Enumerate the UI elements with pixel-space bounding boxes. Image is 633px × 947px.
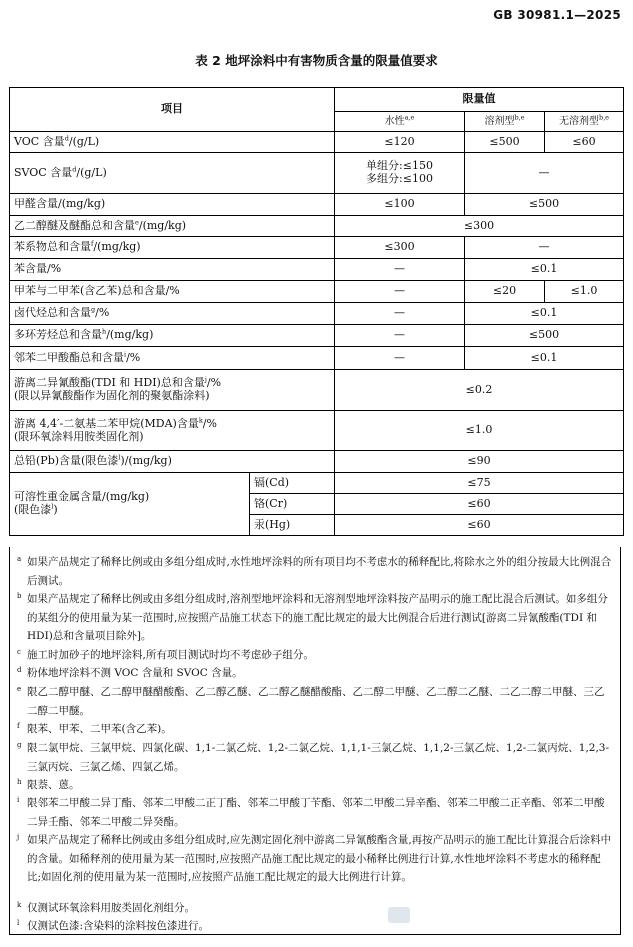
cell-rest: —	[465, 237, 624, 259]
row-label: VOC 含量$^d$/(g/L)	[10, 132, 335, 153]
cell-all: ≤1.0	[335, 411, 624, 451]
cell-water: —	[335, 347, 465, 370]
header-solvent: 溶剂型$^{b,e}$	[465, 112, 545, 132]
cell-water: ≤120	[335, 132, 465, 153]
header-water: 水性$^{a,e}$	[335, 112, 465, 132]
row-label: 可溶性重金属含量/(mg/kg) (限色漆$^l$)	[10, 473, 250, 536]
row-label: 苯系物总和含量$^f$/(mg/kg)	[10, 237, 335, 259]
cell-rest: ≤500	[465, 325, 624, 347]
cell-water: ≤100	[335, 194, 465, 216]
footnote-e: e 限乙二醇甲醚、乙二醇甲醚醋酸酯、乙二醇乙醚、乙二醇乙醚醋酸酯、乙二醇二甲醚、乙二醇二乙醚、二乙二醇二甲醚、三乙二醇二甲醚。	[17, 685, 605, 717]
footnote-g: g 限二氯甲烷、三氯甲烷、四氯化碳、1,1-二氯乙烷、1,2-二氯乙烷、1,1,1-三氯乙烷、1,1,2-三氯乙烷、1,2-二氯丙烷、1,2,3-三氯丙烷、三氯乙烯、四氯乙烯。	[17, 741, 610, 773]
cell-water: ≤300	[335, 237, 465, 259]
row-label: 邻苯二甲酸酯总和含量$^i$/%	[10, 347, 335, 370]
cell-solvent: ≤500	[465, 132, 545, 153]
metal-cr: 铬(Cr)	[250, 494, 335, 515]
footnote-a: a 如果产品规定了稀释比例或由多组分组成时,水性地坪涂料的所有项目均不考虑水的稀释配比,将除水之外的组分按最大比例混合后测试。	[17, 555, 612, 587]
cell-hg: ≤60	[335, 515, 624, 536]
cell-rest: ≤0.1	[465, 259, 624, 281]
cell-water: —	[335, 259, 465, 281]
cell-water: —	[335, 325, 465, 347]
row-benzene	[10, 259, 624, 281]
row-label: 苯含量/%	[10, 259, 335, 281]
row-benzene-series	[10, 237, 624, 259]
header-item: 项目	[10, 88, 335, 132]
standard-number: GB 30981.1—2025	[493, 8, 621, 22]
footnote-l: l 仅测试色漆:含染料的涂料按色漆进行。	[17, 919, 210, 932]
row-glycol-ether	[10, 216, 624, 237]
row-label: 游离二异氰酸酯(TDI 和 HDI)总和含量$^j$/% (限以异氰酸酯作为固化剂的聚氨酯涂料)	[10, 370, 335, 411]
metal-hg: 汞(Hg)	[250, 515, 335, 536]
table-title: 表 2 地坪涂料中有害物质含量的限量值要求	[195, 53, 438, 68]
row-label: 甲苯与二甲苯(含乙苯)总和含量/%	[10, 281, 335, 303]
header-limit: 限量值	[335, 88, 624, 112]
row-mda	[10, 411, 624, 451]
row-phthalate	[10, 347, 624, 370]
cell-water: —	[335, 281, 465, 303]
watermark-logo	[388, 907, 410, 923]
cell-rest: —	[465, 153, 624, 194]
footnote-f: f 限苯、甲苯、二甲苯(含乙苯)。	[17, 722, 172, 735]
cell-rest: ≤0.1	[465, 347, 624, 370]
footnote-i: i 限邻苯二甲酸二异丁酯、邻苯二甲酸二正丁酯、邻苯二甲酸丁苄酯、邻苯二甲酸二异辛酯、邻苯二甲酸二正辛酯、邻苯二甲酸二异壬酯、邻苯二甲酸二异癸酯。	[17, 796, 605, 828]
row-heavy-metal-cd	[10, 473, 624, 494]
footnote-j: j 如果产品规定了稀释比例或由多组分组成时,应先测定固化剂中游离二异氰酸酯含量,再按产品明示的施工配比计算混合后涂料中的含量。如稀释剂的使用量为某一范围时,应按照产品施工配比规定的最小稀释比例进行计算,水性地坪涂料不考虑水的稀释配比;如固化剂的使用量为某一范围时,应按照产品施工配比规定的最大比例进行计算。	[17, 833, 612, 883]
metal-cd: 镉(Cd)	[250, 473, 335, 494]
row-label: 游离 4,4′-二氨基二苯甲烷(MDA)含量$^k$/% (限环氧涂料用胺类固化剂)	[10, 411, 335, 451]
row-label: 甲醛含量/(mg/kg)	[10, 194, 335, 216]
row-toluene-xylene	[10, 281, 624, 303]
row-formaldehyde	[10, 194, 624, 216]
header-solventless: 无溶剂型$^{b,e}$	[545, 112, 624, 132]
cell-water: —	[335, 303, 465, 325]
cell-solventless: ≤60	[545, 132, 624, 153]
row-halogenated	[10, 303, 624, 325]
cell-rest: ≤0.1	[465, 303, 624, 325]
row-label: 卤代烃总和含量$^g$/%	[10, 303, 335, 325]
row-lead	[10, 451, 624, 473]
footnote-c: c 施工时加砂子的地坪涂料,所有项目测试时均不考虑砂子组分。	[17, 648, 314, 661]
row-tdi-hdi	[10, 370, 624, 411]
row-svoc	[10, 153, 624, 194]
cell-all: ≤300	[335, 216, 624, 237]
footnote-b: b 如果产品规定了稀释比例或由多组分组成时,溶剂型地坪涂料和无溶剂型地坪涂料按产品明示的施工配比混合后测试。如多组分的某组分的使用量为某一范围时,应按照产品施工状态下的施工配比规定的最大比例混合后进行测试[游离二异氰酸酯(TDI 和 HDI)总和含量项目除外]。	[17, 592, 608, 642]
cell-cr: ≤60	[335, 494, 624, 515]
row-voc	[10, 132, 624, 153]
cell-rest: ≤500	[465, 194, 624, 216]
footnotes-box	[9, 547, 621, 935]
cell-water: 单组分:≤150 多组分:≤100	[335, 153, 465, 194]
row-label: 总铅(Pb)含量(限色漆$^l$)/(mg/kg)	[10, 451, 335, 473]
row-label: 多环芳烃总和含量$^h$/(mg/kg)	[10, 325, 335, 347]
footnote-k: k 仅测试环氧涂料用胺类固化剂组分。	[17, 901, 195, 914]
row-label: SVOC 含量$^d$/(g/L)	[10, 153, 335, 194]
limits-table	[9, 87, 624, 536]
cell-all: ≤90	[335, 451, 624, 473]
cell-all: ≤0.2	[335, 370, 624, 411]
cell-cd: ≤75	[335, 473, 624, 494]
cell-solvent: ≤20	[465, 281, 545, 303]
footnote-d: d 粉体地坪涂料不测 VOC 含量和 SVOC 含量。	[17, 666, 243, 679]
cell-solventless: ≤1.0	[545, 281, 624, 303]
row-pah	[10, 325, 624, 347]
row-label: 乙二醇醚及醚酯总和含量$^e$/(mg/kg)	[10, 216, 335, 237]
footnote-h: h 限萘、蒽。	[17, 778, 80, 791]
